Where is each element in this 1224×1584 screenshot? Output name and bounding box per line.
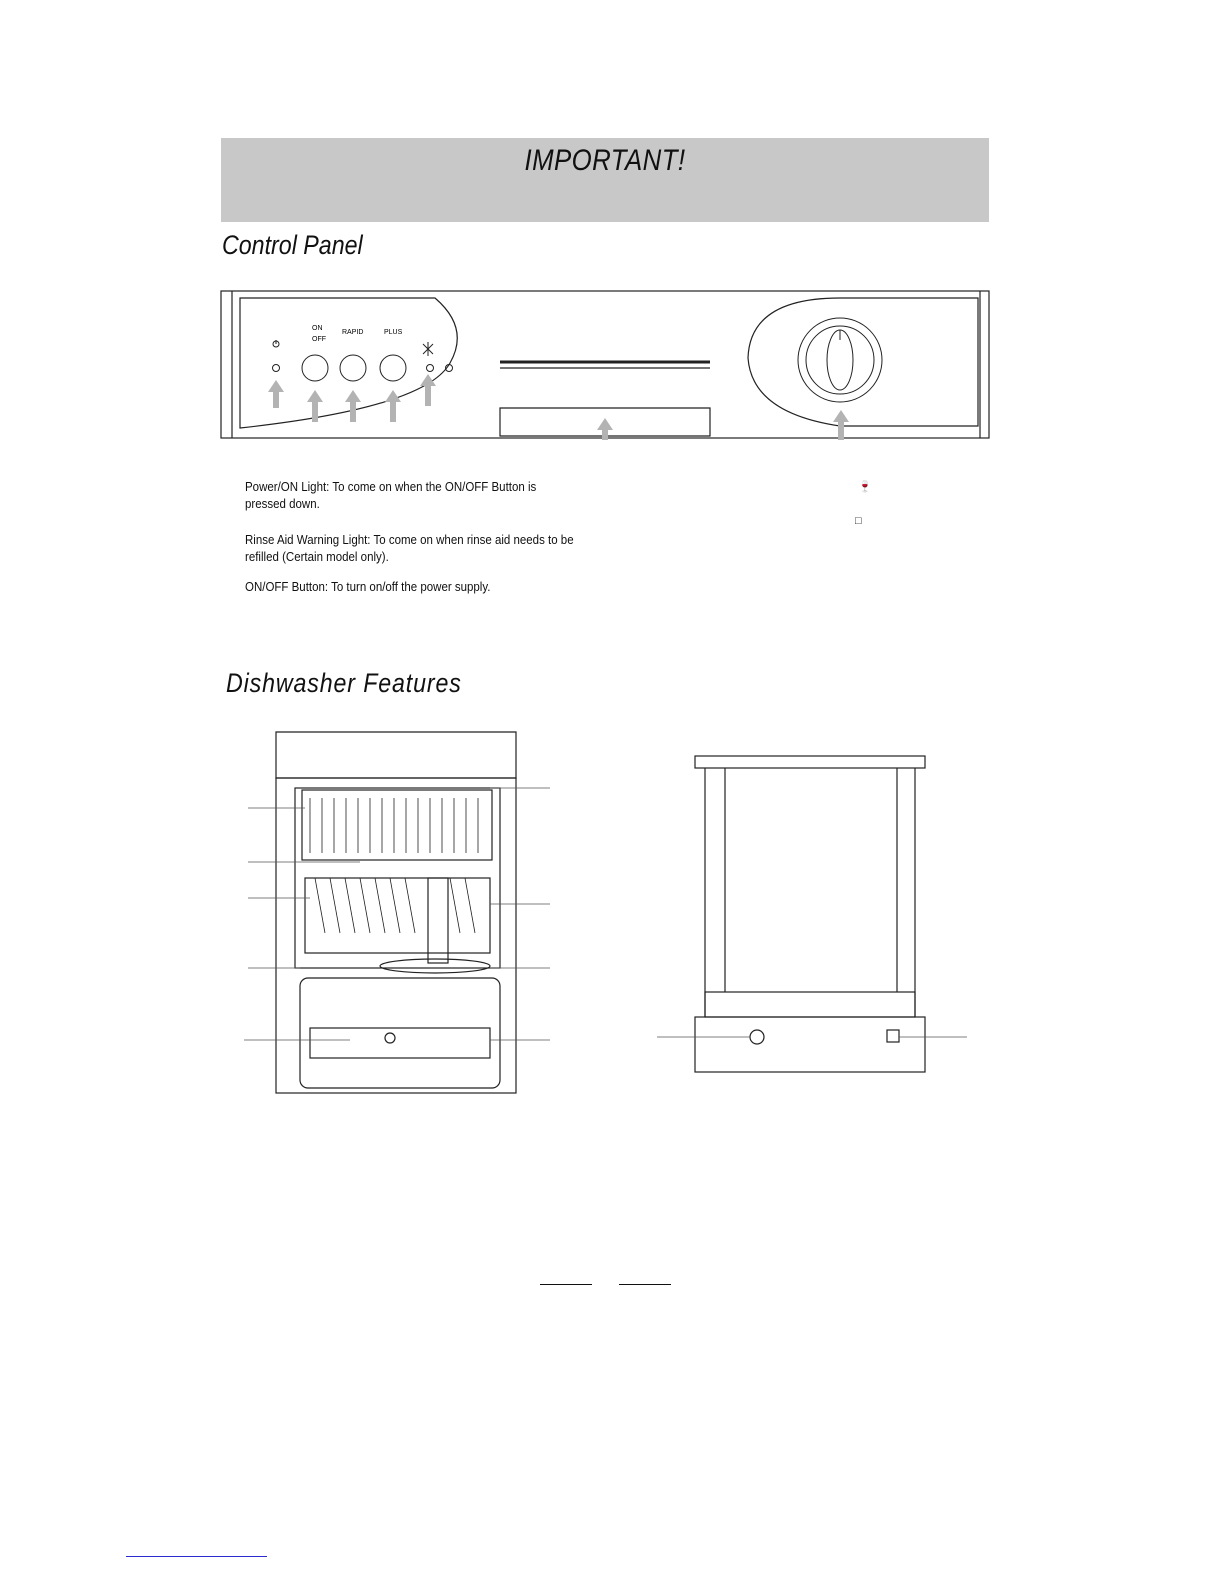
base-frame	[705, 992, 915, 1017]
callout-arrows	[268, 374, 849, 440]
glass-icon: 🍷	[858, 481, 872, 493]
spray-arm	[380, 959, 490, 973]
cutlery-basket	[428, 878, 448, 963]
on-label: ON	[312, 325, 323, 332]
off-label: OFF	[312, 336, 326, 343]
power-icon	[273, 340, 279, 347]
power-light-description: Power/ON Light: To come on when the ON/OFF Button is pressed down.	[245, 480, 537, 511]
inlet-connector	[887, 1030, 899, 1042]
back-view-diagram	[655, 752, 970, 1084]
pot-icon: □	[855, 515, 862, 527]
on-off-button-description: ON/OFF Button: To turn on/off the power supply.	[245, 580, 491, 594]
rinse-aid-light-description: Rinse Aid Warning Light: To come on when rinse aid needs to be refilled (Certain model only).	[245, 533, 574, 564]
important-banner	[221, 138, 989, 222]
rinse-aid-icon	[423, 342, 433, 356]
rapid-label: RAPID	[342, 329, 364, 336]
footer-link-underline[interactable]	[126, 1556, 267, 1557]
rinse-aid-light	[427, 365, 434, 372]
program-dial	[798, 318, 882, 402]
lower-rack	[305, 878, 490, 953]
blank-underline-2	[619, 1284, 671, 1285]
back-top-frame	[695, 756, 925, 768]
plus-button	[380, 355, 406, 381]
control-panel-title: Control Panel	[222, 230, 363, 260]
detergent-dispenser	[310, 1028, 490, 1058]
dishwasher-features-title: Dishwasher Features	[226, 668, 462, 698]
blank-underline-1	[540, 1284, 592, 1285]
top-panel	[276, 732, 516, 778]
upper-rack	[302, 790, 492, 860]
front-view-diagram	[240, 728, 560, 1098]
drain-outlet	[750, 1030, 764, 1044]
control-panel-diagram	[220, 288, 992, 440]
on-off-button	[302, 355, 328, 381]
cabinet-outline	[276, 778, 516, 1093]
plus-label: PLUS	[384, 329, 403, 336]
door	[300, 978, 500, 1088]
important-title: IMPORTANT!	[524, 144, 686, 177]
power-light	[273, 340, 280, 372]
back-base	[695, 1017, 925, 1072]
dispenser-knob	[385, 1033, 395, 1043]
rapid-button	[340, 355, 366, 381]
dial-bezel	[748, 298, 978, 426]
